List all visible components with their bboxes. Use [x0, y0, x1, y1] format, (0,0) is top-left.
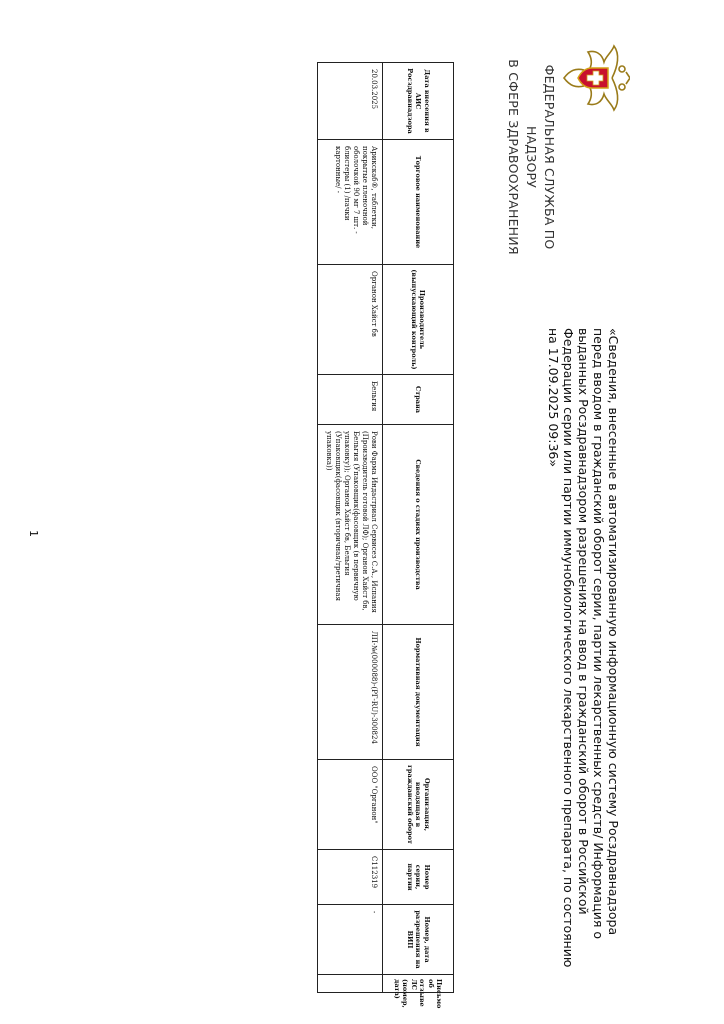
document-title: «Сведения, внесенные в автоматизированную информационную систему Росздравнадзора перед вводом в гражданский оборот серии, партии лекарственных средств/ Информация о выданных Росздравнадзором разрешениях на ввод в гражданский оборот в Российской Федерации серии или партии иммунобиологического лекарственного препарата, по состоянию на 17.09.2025 09:36»	[546, 328, 621, 968]
page-number: 1	[27, 530, 40, 537]
cell-country: Бельгия	[318, 375, 383, 425]
column-header-series: Номер серии, партии	[383, 850, 454, 905]
cell-series: C112319	[318, 850, 383, 905]
table-row	[318, 63, 383, 993]
column-header-recall: Письмо об отзыве ЛС (номер, дата)	[383, 975, 454, 993]
table-header-row	[383, 63, 454, 993]
column-header-normative-doc: Нормативная документация	[383, 625, 454, 760]
cell-normative-doc: ЛП-№(000088)-(РГ-RU)-300824	[318, 625, 383, 760]
column-header-stages: Сведения о стадиях производства	[383, 425, 454, 625]
column-header-manufacturer: Производитель (выпускающий контроль)	[383, 265, 454, 375]
registry-table	[317, 62, 454, 1009]
column-header-trade-name: Торговое наименование	[383, 140, 454, 265]
column-header-date: Дата внесения в АИС Росздравнадзора	[383, 63, 454, 140]
agency-line-1: ФЕДЕРАЛЬНАЯ СЛУЖБА ПО НАДЗОРУ	[524, 64, 557, 250]
cell-manufacturer: Органон Хайст бв	[318, 265, 383, 375]
cell-date: 20.03.2025	[318, 63, 383, 140]
agency-line-2: В СФЕРЕ ЗДРАВООХРАНЕНИЯ	[506, 59, 521, 255]
cell-stages: Рови Фарма Индастриал Сервисез С.А., Испания (Производитель готовой ЛФ); Органон Хайст бв, Бельгия (Упаковщик(фасовщик (в первичную упаковку)); Органон Хайст бв, Бельгия (Упаковщик(фасовщик (вторичная/третичная упаковка))	[318, 425, 383, 625]
column-header-organization: Организация, вводящая в гражданский оборот	[383, 760, 454, 850]
cell-organization: ООО "Органон"	[318, 760, 383, 850]
agency-name	[504, 52, 558, 262]
cell-trade-name: Арикскаб®, таблетки, покрытые пленочной оболочкой 90 мг 7 шт. - блистеры (1) /пачки картонные/ -	[318, 140, 383, 265]
column-header-country: Страна	[383, 375, 454, 425]
cell-recall	[318, 975, 383, 993]
column-header-permit: Номер, дата разрешения на ВИП	[383, 905, 454, 975]
cell-permit: -	[318, 905, 383, 975]
double-headed-eagle-emblem-icon	[560, 42, 630, 114]
